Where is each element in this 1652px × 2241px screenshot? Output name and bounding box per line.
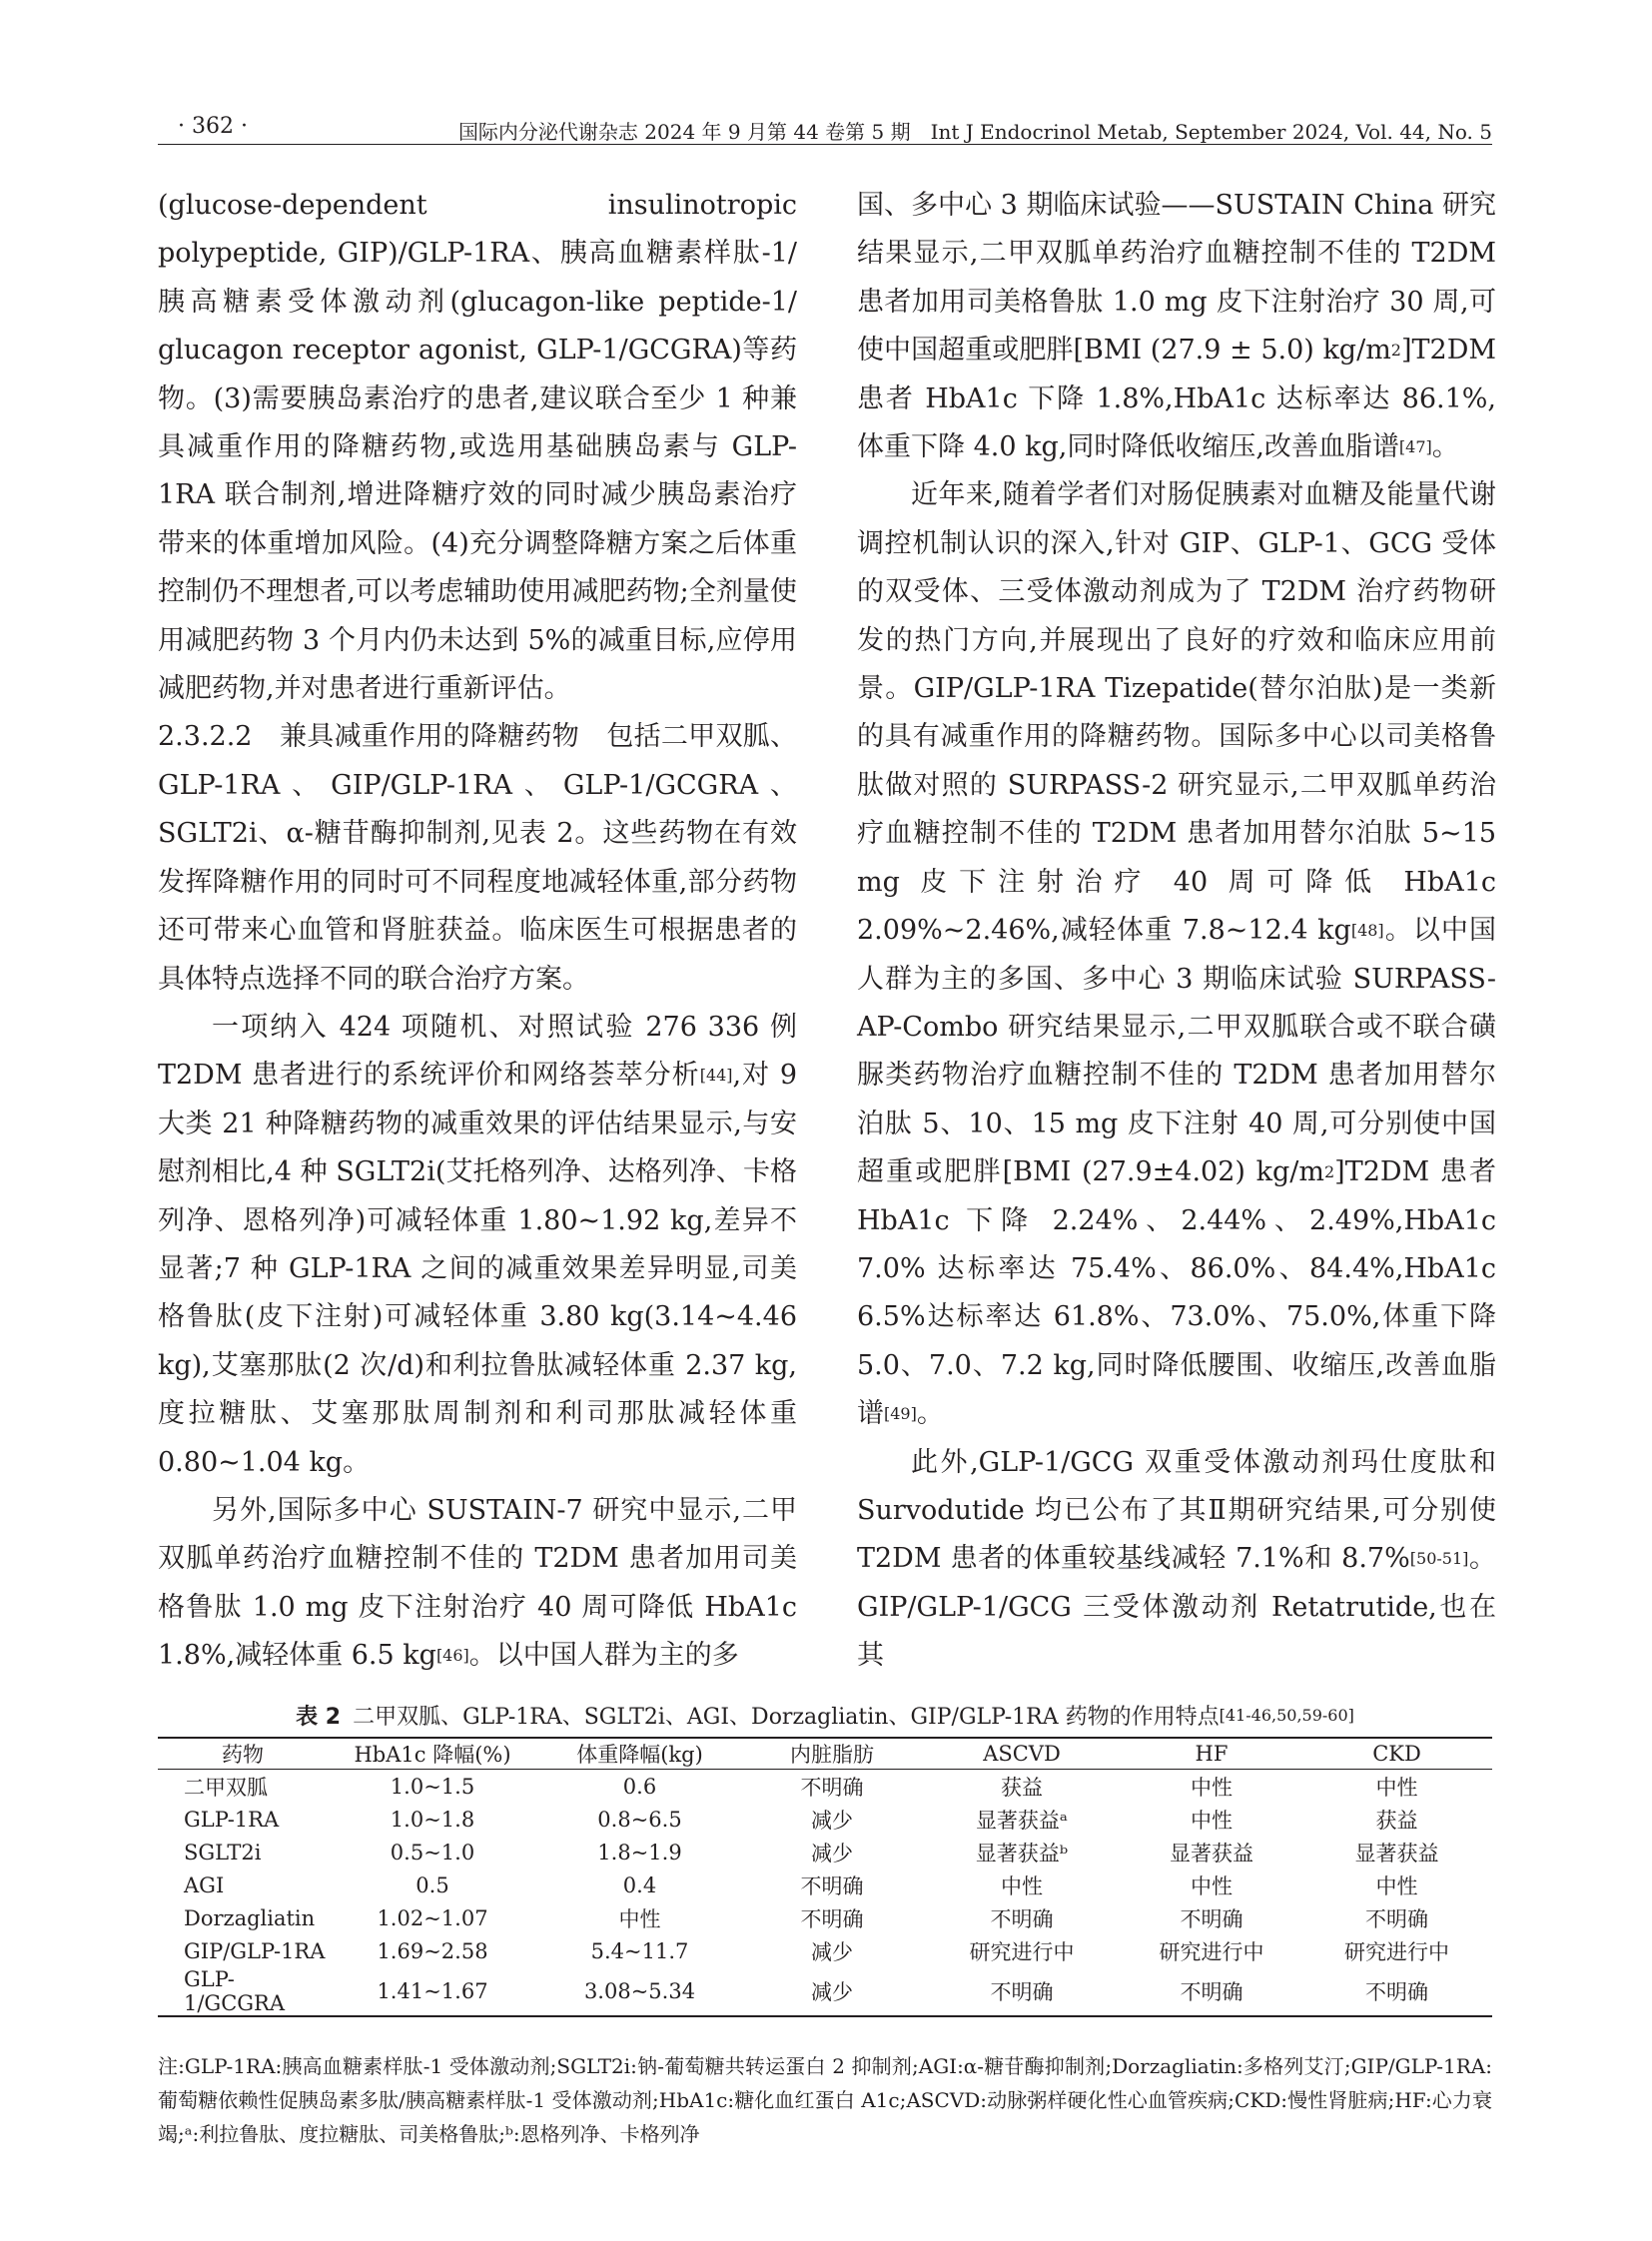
table-cell: 显著获益ᵃ <box>975 1808 1069 1833</box>
table-cell: GIP/GLP-1RA <box>184 1938 326 1963</box>
table-cell: 中性 <box>618 1906 661 1931</box>
table-cell: 不明确 <box>1365 1906 1428 1931</box>
table-cell: 1.0~1.8 <box>390 1807 475 1832</box>
table-row <box>158 1868 1492 1901</box>
table-header: ASCVD <box>983 1742 1061 1766</box>
table-cell: 0.4 <box>622 1872 657 1897</box>
text-run: 。以中国人群为主的多 <box>468 1640 739 1672</box>
text-run: 。以中国人群为主的多国、多中心 3 期临床试验 SURPASS-AP-Combo 研究结果显示,二甲双胍联合或不联合磺脲类药物治疗血糖控制不佳的 T2DM 患者加用替尔泊肽 5、10、15 mg 皮下注射 40 周,可分别使中国超重或肥胖[BMI (27.9±4.02) kg/m <box>857 915 1497 1188</box>
table-cell: 中性 <box>1375 1775 1418 1800</box>
right-column <box>857 182 1496 1681</box>
paragraph <box>158 1487 797 1681</box>
table-cell: 不明确 <box>1180 1906 1243 1931</box>
citation: [44] <box>699 1066 733 1086</box>
page-number: · 362 · <box>178 114 248 139</box>
citation: [47] <box>1398 437 1432 457</box>
table-row <box>158 1967 1492 2016</box>
table-cell: 不明确 <box>800 1775 864 1800</box>
table-cell: 不明确 <box>1180 1980 1243 2004</box>
table-cell: 减少 <box>811 1939 853 1964</box>
citation: [49] <box>884 1404 917 1424</box>
table-cell: 1.41~1.67 <box>377 1979 488 2003</box>
text-run: ]T2DM 患者 HbA1c 下降 1.8%,HbA1c 达标率达 86.1%,体重下降 4.0 kg,同时降低收缩压,改善血脂谱 <box>857 335 1496 463</box>
table-cell: 不明确 <box>990 1980 1054 2004</box>
table-cell: AGI <box>184 1872 225 1897</box>
table-cell: 不明确 <box>990 1906 1054 1931</box>
text-run: 此外,GLP-1/GCG 双重受体激动剂玛仕度肽和 Survodutide 均已公布了其Ⅱ期研究结果,可分别使 T2DM 患者的体重较基线减轻 7.1%和 8.7% <box>857 1446 1496 1575</box>
paragraph <box>857 1439 1496 1681</box>
table-cell: Dorzagliatin <box>184 1905 316 1930</box>
text-run: 。 <box>916 1398 944 1430</box>
running-header <box>158 108 1492 145</box>
table-row <box>158 1770 1492 1804</box>
text-run: ,对 9 大类 21 种降糖药物的减重效果的评估结果显示,与安慰剂相比,4 种 SGLT2i(艾托格列净、达格列净、卡格列净、恩格列净)可减轻体重 1.80~1.92 kg,差异不显著;7 种 GLP-1RA 之间的减重效果差异明显,司美格鲁肽(皮下注射)可减轻体重 3.80 kg(3.14~4.46 kg),艾塞那肽(2 次/d)和利拉鲁肽减轻体重 2.37 kg,度拉糖肽、艾塞那肽周制剂和利司那肽减轻体重 0.80~1.04 kg。 <box>158 1060 798 1478</box>
table-cell: 中性 <box>1191 1808 1233 1833</box>
text-run: 近年来,随着学者们对肠促胰素对血糖及能量代谢调控机制认识的深入,针对 GIP、GLP-1、GCG 受体的双受体、三受体激动剂成为了 T2DM 治疗药物研发的热门方向,并展现出了良好的疗效和临床应用前景。GIP/GLP-1RA Tizepatide(替尔泊肽)是一类新的具有减重作用的降糖药物。国际多中心以司美格鲁肽做对照的 SURPASS-2 研究显示,二甲双胍单药治疗血糖控制不佳的 T2DM 患者加用替尔泊肽 5~15 mg 皮下注射治疗 40 周可降低 HbA1c 2.09%~2.46%,减轻体重 7.8~12.4 kg <box>857 479 1496 947</box>
paragraph <box>158 1004 797 1487</box>
text-run: 一项纳入 424 项随机、对照试验 276 336 例 T2DM 患者进行的系统评价和网络荟萃分析 <box>158 1011 797 1092</box>
table-cell: 研究进行中 <box>1159 1939 1264 1964</box>
text-run: 。GIP/GLP-1/GCG 三受体激动剂 Retatrutide,也在其 <box>857 1543 1496 1672</box>
table-caption <box>158 1700 1492 1731</box>
table-cell: 不明确 <box>800 1906 864 1931</box>
table-cell: 获益 <box>1375 1808 1418 1833</box>
table-cell: 不明确 <box>1365 1980 1428 2004</box>
text-run: 另外,国际多中心 SUSTAIN-7 研究中显示,二甲双胍单药治疗血糖控制不佳的 T2DM 患者加用司美格鲁肽 1.0 mg 皮下注射治疗 40 周可降低 HbA1c 1.8%,减轻体重 6.5 kg <box>158 1494 797 1672</box>
paragraph <box>857 182 1496 471</box>
citation: [46] <box>435 1646 469 1666</box>
paragraph: (glucose-dependent insulinotropic polypeptide, GIP)/GLP-1RA、胰高血糖素样肽-1/胰高糖素受体激动剂(glucagon-like peptide-1/ glucagon receptor agonist, GLP-1/GCGRA)等药物。(3)需要胰岛素治疗的患者,建议联合至少 1 种兼具减重作用的降糖药物,或选用基础胰岛素与 GLP-1RA 联合制剂,增进降糖疗效的同时减少胰岛素治疗带来的体重增加风险。(4)充分调整降糖方案之后体重控制仍不理想者,可以考虑辅助使用减肥药物;全剂量使用减肥药物 3 个月内仍未达到 5%的减重目标,应停用减肥药物,并对患者进行重新评估。 <box>158 190 797 705</box>
table-row <box>158 1901 1492 1934</box>
table-title: 二甲双胍、GLP-1RA、SGLT2i、AGI、Dorzagliatin、GIP/GLP-1RA 药物的作用特点 <box>353 1705 1220 1730</box>
table-row <box>158 1934 1492 1967</box>
table-cell: 1.69~2.58 <box>377 1938 488 1963</box>
table-row <box>158 1836 1492 1868</box>
text-run: 。 <box>1431 431 1459 463</box>
paragraph <box>857 471 1496 1438</box>
section-heading: 2.3.2.2 兼具减重作用的降糖药物 <box>158 721 580 753</box>
superscript: 2 <box>1390 341 1401 361</box>
table-cell: 5.4~11.7 <box>590 1938 689 1963</box>
text-run: ]T2DM 患者 HbA1c 下降 2.24%、2.44%、2.49%,HbA1c 7.0% 达标率达 75.4%、86.0%、84.4%,HbA1c 6.5%达标率达 61.8%、73.0%、75.0%,体重下降 5.0、7.0、7.2 kg,同时降低腰围、收缩压,改善血脂谱 <box>857 1156 1496 1430</box>
table-cell: 研究进行中 <box>1344 1939 1449 1964</box>
table-cell: 中性 <box>1001 1873 1043 1898</box>
table-label: 表 2 <box>296 1705 342 1730</box>
table-cell: 不明确 <box>800 1873 864 1898</box>
table-cell: 显著获益 <box>1354 1841 1439 1866</box>
table-cell: 1.02~1.07 <box>377 1905 488 1930</box>
left-column <box>158 182 797 1681</box>
table-cell: 3.08~5.34 <box>583 1979 696 2003</box>
citation: [41-46,50,59-60] <box>1219 1706 1354 1725</box>
table-header: 体重降幅(kg) <box>576 1743 703 1767</box>
table-cell: 研究进行中 <box>969 1939 1075 1964</box>
table-header: 药物 <box>222 1743 264 1767</box>
table-cell: 中性 <box>1191 1873 1233 1898</box>
table-header: 内脏脂肪 <box>790 1743 874 1767</box>
table-cell: 0.5~1.0 <box>390 1840 475 1865</box>
text-run: 国、多中心 3 期临床试验——SUSTAIN China 研究结果显示,二甲双胍单药治疗血糖控制不佳的 T2DM 患者加用司美格鲁肽 1.0 mg 皮下注射治疗 30 周,可使中国超重或肥胖[BMI (27.9 ± 5.0) kg/m <box>857 190 1496 367</box>
table-cell: 0.6 <box>622 1774 657 1799</box>
table-cell: 1.0~1.5 <box>390 1774 475 1799</box>
table-cell: 中性 <box>1375 1873 1418 1898</box>
table-header: HbA1c 降幅(%) <box>354 1743 511 1767</box>
table-cell: 0.8~6.5 <box>597 1807 682 1832</box>
citation: [50-51] <box>1409 1549 1469 1569</box>
table-cell: GLP-1/GCGRA <box>184 1967 286 2015</box>
table-cell: 减少 <box>811 1980 853 2004</box>
superscript: 2 <box>1323 1162 1335 1182</box>
section-paragraph <box>158 713 797 1003</box>
table-cell: 中性 <box>1191 1775 1233 1800</box>
drug-table <box>158 1737 1492 2017</box>
table-cell: 获益 <box>1001 1775 1043 1800</box>
table-cell: 减少 <box>811 1841 853 1866</box>
table-header-row <box>158 1738 1492 1770</box>
table-cell: 1.8~1.9 <box>597 1840 682 1865</box>
table-cell: GLP-1RA <box>184 1807 280 1832</box>
citation: [48] <box>1350 921 1384 941</box>
table-cell: 减少 <box>811 1808 853 1833</box>
table-cell: 二甲双胍 <box>184 1775 268 1800</box>
table-header: HF <box>1195 1742 1229 1766</box>
table-header: CKD <box>1372 1742 1421 1766</box>
table-note: 注:GLP-1RA:胰高血糖素样肽-1 受体激动剂;SGLT2i:钠-葡萄糖共转运蛋白 2 抑制剂;AGI:α-糖苷酶抑制剂;Dorzagliatin:多格列艾汀;GIP/GLP-1RA:葡萄糖依赖性促胰岛素多肽/胰高糖素样肽-1 受体激动剂;HbA1c:糖化血红蛋白 A1c;ASCVD:动脉粥样硬化性心血管疾病;CKD:慢性肾脏病;HF:心力衰竭;ᵃ:利拉鲁肽、度拉糖肽、司美格鲁肽;ᵇ:恩格列净、卡格列净 <box>158 2054 1492 2146</box>
table-cell: 显著获益ᵇ <box>975 1841 1069 1866</box>
section-body: 包括二甲双胍、GLP-1RA、GIP/GLP-1RA、GLP-1/GCGRA、SGLT2i、α-糖苷酶抑制剂,见表 2。这些药物在有效发挥降糖作用的同时可不同程度地减轻体重,部分药物还可带来心血管和肾脏获益。临床医生可根据患者的具体特点选择不同的联合治疗方案。 <box>158 721 797 995</box>
table-cell: SGLT2i <box>184 1840 262 1865</box>
table-cell: 0.5 <box>415 1872 449 1897</box>
journal-title: 国际内分泌代谢杂志 2024 年 9 月第 44 卷第 5 期 Int J Endocrinol Metab, September 2024, Vol. 44, No. 5 <box>457 120 1492 144</box>
table-cell: 显著获益 <box>1170 1841 1253 1866</box>
table-row <box>158 1803 1492 1836</box>
